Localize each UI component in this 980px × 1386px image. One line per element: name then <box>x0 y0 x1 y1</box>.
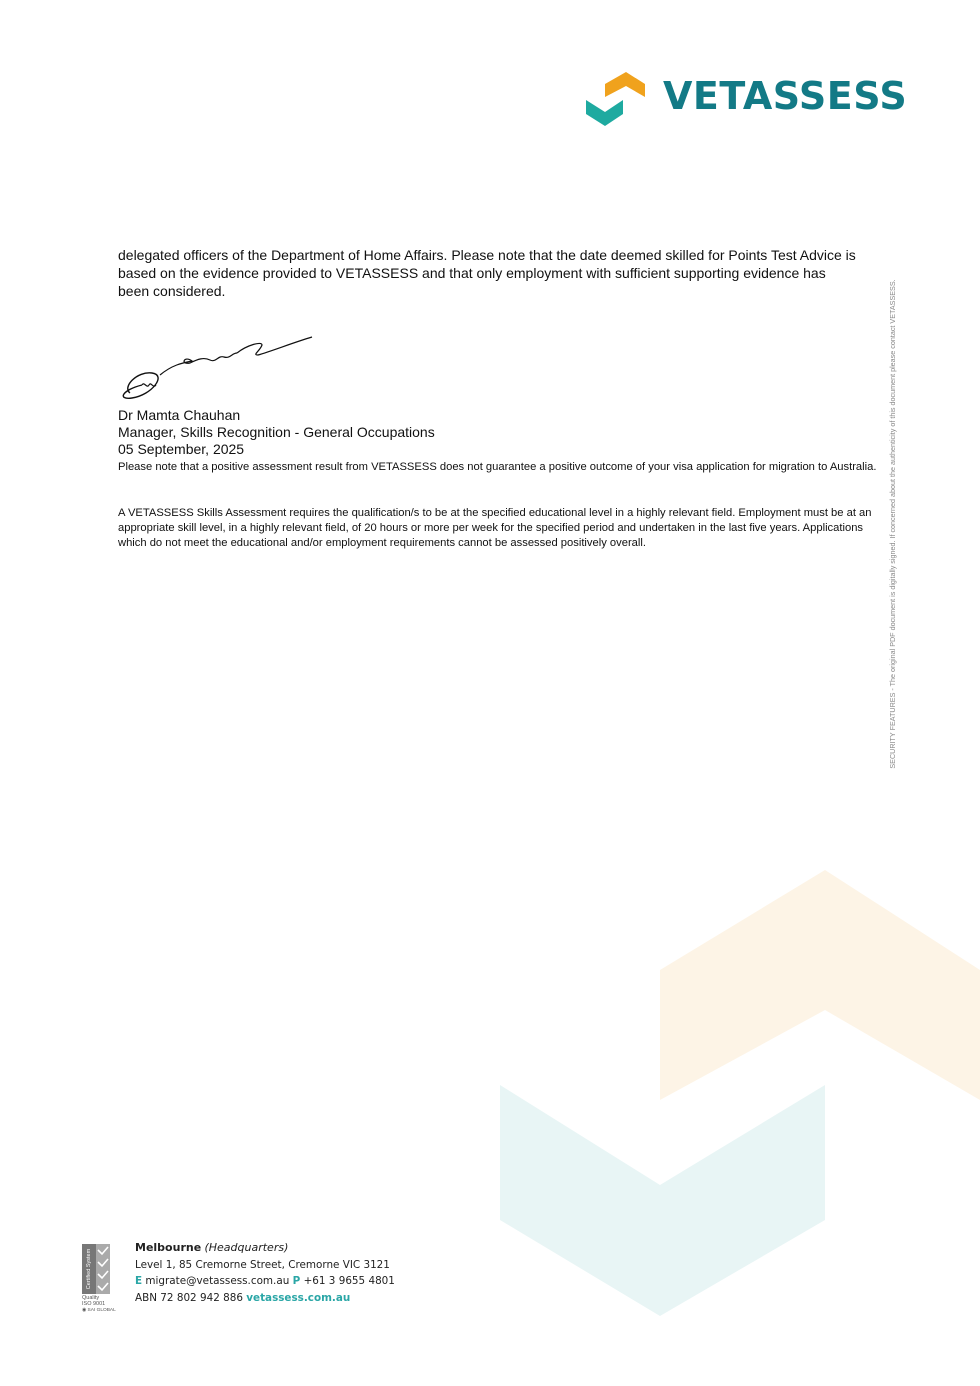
footer-website-link[interactable]: vetassess.com.au <box>246 1291 351 1304</box>
visa-disclaimer-note: Please note that a positive assessment result from VETASSESS does not guarantee a positive outcome of your visa application for migration to Australia. <box>118 461 877 473</box>
email-label: E <box>135 1275 143 1287</box>
footer-city-line <box>135 1240 535 1257</box>
orange-chevron-shape <box>660 870 980 1100</box>
logo-mark-icon <box>583 70 653 128</box>
phone-label: P <box>292 1275 301 1287</box>
logo-text: VETASSESS <box>663 74 908 118</box>
vetassess-logo <box>583 70 913 130</box>
footer-city: Melbourne <box>135 1241 202 1254</box>
background-chevron-graphic <box>0 860 980 1386</box>
signer-block <box>118 407 858 458</box>
footer-hq: (Headquarters) <box>204 1241 289 1254</box>
cert-label: Certified System <box>86 1248 92 1290</box>
footer-contact-line <box>135 1273 535 1290</box>
certified-system-bar <box>82 1244 96 1294</box>
iso-certification-badge <box>82 1244 118 1319</box>
requirements-note: A VETASSESS Skills Assessment requires the qualification/s to be at the specified educational level in a highly relevant field. Employment must be at an appropriate skill level, in a highly relevant field, of 20 hours or more per week for the specified period and undertaken in the last five years. Applications which do not meet the educational and/or employment requirements cannot be assessed positively overall. <box>118 507 872 549</box>
footer-abn-line <box>135 1290 535 1307</box>
security-features-text: SECURITY FEATURES - The original PDF document is digitally signed. If concerned about the authenticity of this document please contact VETASSESS. <box>888 279 897 769</box>
footer-address: Level 1, 85 Cremorne Street, Cremorne VIC 3121 <box>135 1258 390 1271</box>
body-paragraph: delegated officers of the Department of Home Affairs. Please note that the date deemed skilled for Points Test Advice is based on the evidence provided to VETASSESS and that only employment with sufficient supporting evidence has been considered. <box>118 247 856 299</box>
footer-contact <box>135 1240 535 1306</box>
signer-name: Dr Mamta Chauhan <box>118 407 241 423</box>
cert-quality: Quality <box>82 1295 100 1301</box>
sai-global-icon: ◉ <box>82 1308 87 1313</box>
handwritten-signature <box>112 325 322 410</box>
footer-phone[interactable]: +61 3 9655 4801 <box>303 1275 395 1287</box>
signer-title: Manager, Skills Recognition - General Occupations <box>118 424 435 440</box>
footer-email[interactable]: migrate@vetassess.com.au <box>145 1275 290 1287</box>
cert-iso: ISO 9001 <box>82 1301 106 1307</box>
cert-sai-global <box>82 1308 116 1314</box>
sai-global-label: SAI GLOBAL <box>87 1308 116 1313</box>
footer-abn: ABN 72 802 942 886 <box>135 1291 243 1304</box>
teal-chevron-shape <box>500 1085 825 1316</box>
check-marks-icon <box>96 1244 110 1294</box>
signature-date: 05 September, 2025 <box>118 441 245 457</box>
